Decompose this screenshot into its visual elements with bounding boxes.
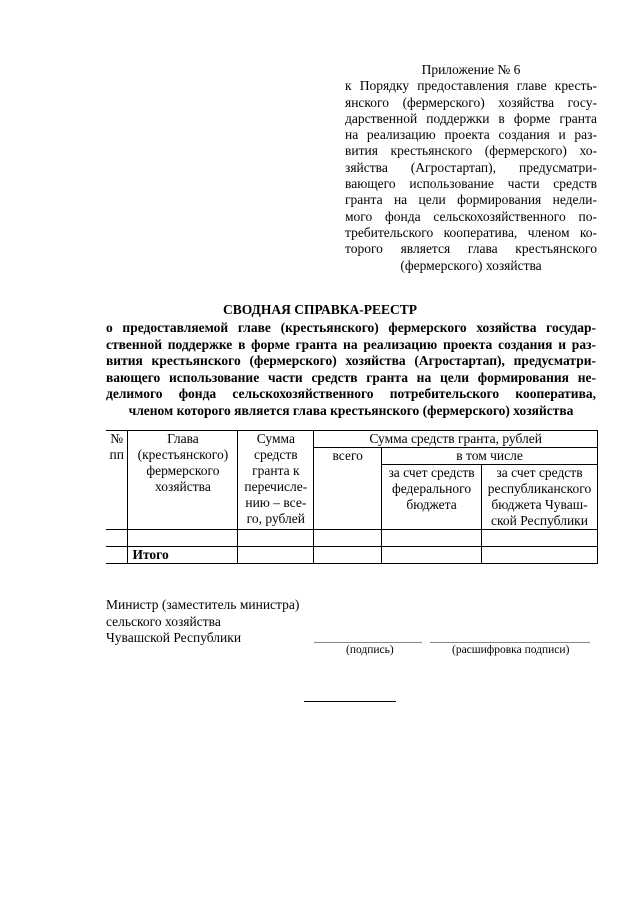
- subtitle-last-line: членом которого является глава крестьянского (фермерского) хозяйства: [128, 402, 574, 418]
- signature-block: [106, 597, 299, 647]
- appendix-title: Приложение № 6: [421, 62, 521, 77]
- subtitle-line: вающего использование части средств гранта на цели формирования не-: [106, 369, 596, 385]
- col-number-header: № пп: [106, 431, 128, 530]
- col-republic-header: за счет средств республиканского бюджета Чуваш- ской Республики: [482, 465, 598, 530]
- end-divider: [304, 701, 396, 702]
- col-sum-header: Сумма средств гранта к перечисле- нию – все- го, рублей: [238, 431, 314, 530]
- appendix-line: торого является глава крестьянского: [345, 241, 597, 257]
- appendix-line: дарственной поддержки в форме гранта: [345, 110, 597, 126]
- total-row: [106, 547, 598, 564]
- decode-field-line: [430, 642, 590, 643]
- appendix-line: гранта на цели формирования недели-: [345, 192, 597, 208]
- appendix-line: на реализацию проекта создания и раз-: [345, 127, 597, 143]
- col-head-header: Глава (крестьянского) фермерского хозяйства: [128, 431, 238, 530]
- col-grant-header: Сумма средств гранта, рублей: [314, 431, 598, 448]
- signature-line: сельского хозяйства: [106, 613, 221, 629]
- signature-caption: (подпись): [346, 644, 394, 656]
- subtitle-line: ственной поддержке в форме гранта на реализацию проекта создания и раз-: [106, 336, 596, 352]
- appendix-line: к Порядку предоставления главе кресть-: [345, 78, 597, 94]
- appendix-line: вающего использование части средств: [345, 176, 597, 192]
- col-federal-header: за счет средств федерального бюджета: [382, 465, 482, 530]
- table-row: [106, 530, 598, 547]
- document-title: СВОДНАЯ СПРАВКА-РЕЕСТР: [222, 302, 418, 317]
- col-total-header: всего: [314, 448, 382, 530]
- decode-caption: (расшифровка подписи): [452, 644, 570, 656]
- appendix-line: мого фонда сельскохозяйственного по-: [345, 208, 597, 224]
- appendix-header: [345, 62, 597, 274]
- registry-table: [106, 430, 598, 564]
- document-subtitle: [106, 320, 596, 420]
- subtitle-line: о предоставляемой главе (крестьянского) фермерского хозяйства государ-: [106, 320, 596, 335]
- subtitle-line: делимого фонда сельскохозяйственного потребительского кооператива,: [106, 386, 596, 402]
- appendix-line: вития крестьянского (фермерского) хо-: [345, 143, 597, 159]
- appendix-line: требительского кооператива, членом ко-: [345, 224, 597, 240]
- signature-line: Министр (заместитель министра): [106, 597, 300, 612]
- total-label: Итого: [128, 547, 238, 564]
- appendix-last-line: (фермерского) хозяйства: [400, 257, 542, 273]
- appendix-line: зяйства (Агростартап), предусматри-: [345, 159, 597, 175]
- subtitle-line: вития крестьянского (фермерского) хозяйства (Агростартап), предусматри-: [106, 353, 596, 369]
- signature-line: Чувашской Республики: [106, 630, 242, 645]
- signature-field-line: [314, 642, 422, 643]
- col-including-header: в том числе: [382, 448, 598, 465]
- appendix-line: янского (фермерского) хозяйства госу-: [345, 94, 597, 110]
